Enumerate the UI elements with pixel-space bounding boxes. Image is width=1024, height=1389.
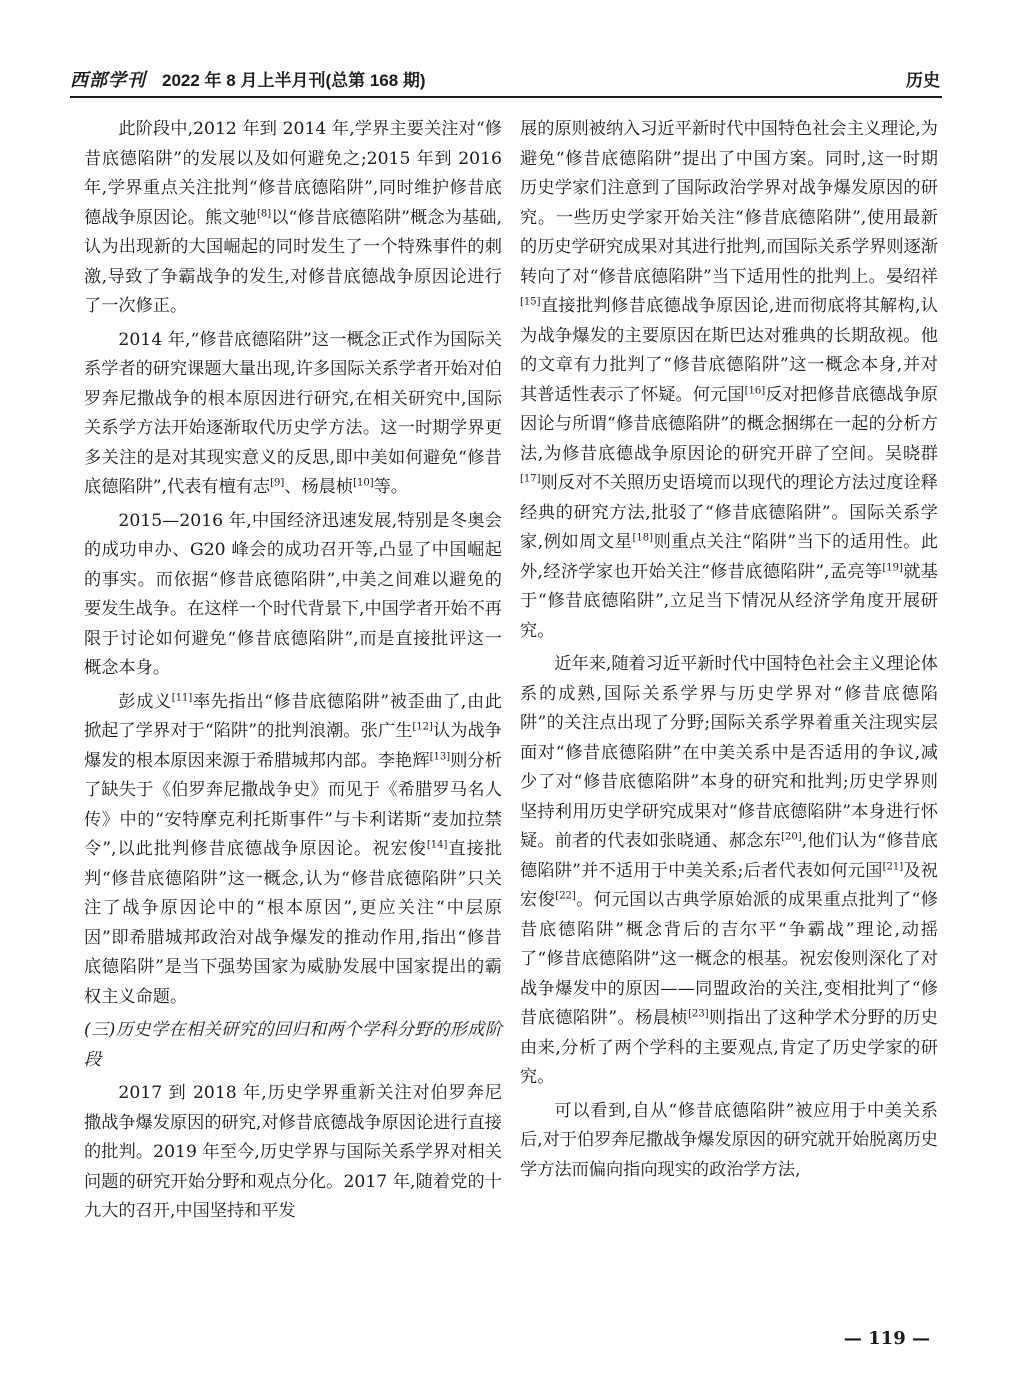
text-run: 直接批判修昔底德战争原因论,进而彻底将其解构,认为战争爆发的主要原因在斯巴达对雅典的长期敌视。他的文章有力批判了“修昔底德陷阱”这一概念本身,并对其普适性表示了怀疑。何元国 — [520, 296, 938, 405]
text-run: 可以看到,自从“修昔底德陷阱”被应用于中美关系后,对于伯罗奔尼撒战争爆发原因的研究就开始脱离历史学方法而偏向指向现实的政治学方法, — [520, 1100, 938, 1180]
body-paragraph — [520, 1097, 938, 1186]
text-run: 彭成义 — [118, 691, 172, 712]
citation-ref: [18] — [632, 532, 654, 544]
text-run: 则指出了这种学术分野的历史由来,分析了两个学科的主要观点,肯定了历史学家的研究。 — [520, 1008, 938, 1087]
citation-ref: [20] — [781, 831, 802, 843]
citation-ref: [21] — [882, 860, 904, 872]
body-paragraph — [84, 1079, 502, 1227]
text-run: ,他们认为“修昔底德陷阱”并不适用于中美关系;后者代表如何元国 — [520, 831, 938, 881]
citation-ref: [23] — [688, 1008, 709, 1020]
citation-ref: [8] — [256, 207, 272, 219]
citation-ref: [19] — [882, 561, 903, 573]
issue-info: 2022 年 8 月上半月刊(总第 168 期) — [162, 71, 426, 90]
text-run: 2015—2016 年,中国经济迅速发展,特别是冬奥会的成功申办、G20 峰会的成功召开等,凸显了中国崛起的事实。而依据“修昔底德陷阱”,中美之间难以避免的要发生战争。在这样一个时代背景下,中国学者开始不再限于讨论如何避免“修昔底德陷阱”,而是直接批评这一概念本身。 — [84, 510, 502, 678]
citation-ref: [10] — [353, 477, 374, 489]
right-column — [520, 115, 938, 1189]
citation-ref: [11] — [171, 691, 193, 703]
text-run: 以“修昔底德陷阱”概念为基础,认为出现新的大国崛起的同时发生了一个特殊事件的刺激,导致了争霸战争的发生,对修昔底德战争原因论进行了一次修正。 — [84, 207, 502, 316]
section-title: 历史 — [906, 71, 940, 90]
text-run: 。何元国以古典学原始派的成果重点批判了“修昔底德陷阱”概念背后的吉尔平“争霸战”理论,动摇了“修昔底德陷阱”这一概念的根基。祝宏俊则深化了对战争爆发中的原因——同盟政治的关注,变相批判了“修昔底德陷阱”。杨晨桢 — [520, 890, 938, 1028]
text-run: 2017 到 2018 年,历史学界重新关注对伯罗奔尼撒战争爆发原因的研究,对修昔底德战争原因论进行直接的批判。2019 年至今,历史学界与国际关系学界对相关问题的研究开始分野和观点分化。2017 年,随着党的十九大的召开,中国坚持和平发 — [84, 1083, 502, 1221]
running-header — [70, 62, 942, 98]
citation-ref: [16] — [744, 384, 766, 396]
left-column — [84, 115, 502, 1231]
page-number: — 119 — — [843, 1328, 930, 1349]
text-run: 反对把修昔底德战争原因论与所谓“修昔底德陷阱”的概念捆绑在一起的分析方法,为修昔底德战争原因论的研究开辟了空间。吴晓群 — [520, 384, 938, 464]
text-run: 等。 — [373, 477, 408, 497]
text-run: (三)历史学在相关研究的回归和两个学科分野的形成阶段 — [84, 1020, 502, 1070]
body-paragraph — [520, 650, 938, 1093]
section-heading — [84, 1016, 502, 1075]
citation-ref: [22] — [555, 890, 576, 902]
citation-ref: [13] — [429, 750, 451, 762]
text-run: 认为战争爆发的根本原因来源于希腊城邦内部。李艳辉 — [84, 721, 502, 771]
citation-ref: [15] — [520, 296, 541, 308]
citation-ref: [9] — [270, 477, 285, 489]
body-paragraph — [84, 507, 502, 684]
text-run: 率先指出“修昔底德陷阱”被歪曲了,由此掀起了学界对于“陷阱”的批判浪潮。张广生 — [84, 691, 502, 741]
body-paragraph — [520, 115, 938, 646]
citation-ref: [17] — [520, 473, 541, 485]
text-run: 则反对不关照历史语境而以现代的理论方法过度诠释经典的研究方法,批驳了“修昔底德陷阱”。国际关系学家,例如周文星 — [520, 473, 938, 552]
text-run: 则重点关注“陷阱”当下的适用性。此外,经济学家也开始关注“修昔底德陷阱”,孟亮等 — [520, 532, 939, 582]
text-run: 2014 年,“修昔底德陷阱”这一概念正式作为国际关系学者的研究课题大量出现,许多国际关系学者开始对伯罗奔尼撒战争的根本原因进行研究,在相关研究中,国际关系学方法开始逐渐取代历史学方法。这一时期学界更多关注的是对其现实意义的反思,即中美如何避免“修昔底德陷阱”,代表有檀有志 — [84, 329, 502, 497]
body-paragraph — [84, 688, 502, 1013]
text-run: 及祝宏俊 — [520, 860, 938, 910]
text-run: 近年来,随着习近平新时代中国特色社会主义理论体系的成熟,国际关系学界与历史学界对“修昔底德陷阱”的关注点出现了分野;国际关系学界着重关注现实层面对“修昔底德陷阱”在中美关系中是否适用的争议,减少了对“修昔底德陷阱”本身的研究和批判;历史学界则坚持利用历史学研究成果对“修昔底德陷阱”本身进行怀疑。前者的代表如张晓通、郝念东 — [520, 654, 938, 851]
citation-ref: [14] — [426, 839, 448, 851]
text-run: 就基于“修昔底德陷阱”,立足当下情况从经济学角度开展研究。 — [520, 561, 938, 641]
body-paragraph — [84, 326, 502, 503]
text-run: 展的原则被纳入习近平新时代中国特色社会主义理论,为避免“修昔底德陷阱”提出了中国方案。同时,这一时期历史学家们注意到了国际政治学界对战争爆发原因的研究。一些历史学家开始关注“修昔底德陷阱”,使用最新的历史学研究成果对其进行批判,而国际关系学界则逐渐转向了对“修昔底德陷阱”当下适用性的批判上。晏绍祥 — [520, 119, 938, 287]
citation-ref: [12] — [412, 721, 433, 733]
text-run: 则分析了缺失于《伯罗奔尼撒战争史》而见于《希腊罗马名人传》中的“安特摩克利托斯事件”与卡利诺斯“麦加拉禁令”,以此批判修昔底德战争原因论。祝宏俊 — [84, 750, 502, 859]
journal-logo: 西部学刊 — [70, 70, 146, 91]
text-run: 直接批判“修昔底德陷阱”这一概念,认为“修昔底德陷阱”只关注了战争原因论中的“根本原因”,更应关注“中层原因”即希腊城邦政治对战争爆发的推动作用,指出“修昔底德陷阱”是当下强势国家为威胁发展中国家提出的霸权主义命题。 — [84, 839, 502, 1007]
text-run: 此阶段中,2012 年到 2014 年,学界主要关注对“修昔底德陷阱”的发展以及如何避免之;2015 年到 2016 年,学界重点关注批判“修昔底德陷阱”,同时维护修昔底德战争原因论。熊文驰 — [84, 119, 502, 228]
text-run: 、杨晨桢 — [284, 477, 354, 497]
body-paragraph — [84, 115, 502, 322]
